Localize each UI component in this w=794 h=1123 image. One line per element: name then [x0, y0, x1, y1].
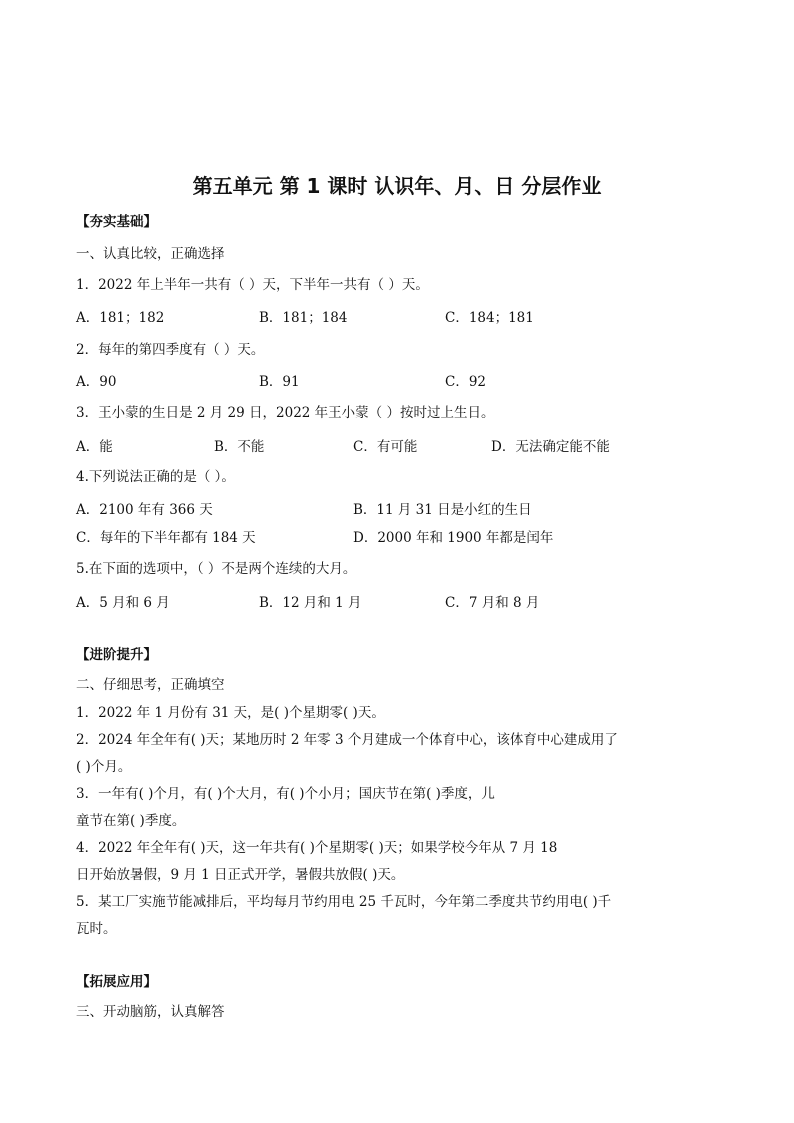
- fill-question-5-line2: 瓦时。: [76, 921, 117, 937]
- option-1a: A．181；182: [76, 310, 165, 326]
- option-4a: A．2100 年有 366 天: [76, 502, 213, 518]
- section-heading-fill: 二、仔细思考，正确填空: [76, 677, 225, 693]
- question-2: 2．每年的第四季度有（ ）天。: [76, 342, 265, 358]
- option-2c: C．92: [445, 374, 487, 390]
- fill-question-3-line2: 童节在第( )季度。: [76, 813, 186, 829]
- section-heading-choice: 一、认真比较，正确选择: [76, 246, 225, 262]
- fill-question-3-line1: 3．一年有( )个月，有( )个大月，有( )个小月；国庆节在第( )季度，儿: [76, 786, 495, 802]
- page-title: 第五单元 第 1 课时 认识年、月、日 分层作业: [192, 174, 602, 198]
- option-4b: B．11 月 31 日是小红的生日: [353, 502, 532, 518]
- option-5c: C．7 月和 8 月: [445, 595, 540, 611]
- fill-question-2-line2: ( )个月。: [76, 759, 132, 775]
- section-label-extended: 【拓展应用】: [76, 974, 157, 990]
- option-3c: C．有可能: [353, 439, 418, 455]
- option-2a: A．90: [76, 374, 117, 390]
- option-2b: B．91: [259, 374, 300, 390]
- option-3b: B．不能: [214, 439, 265, 455]
- fill-question-1: 1．2022 年 1 月份有 31 天，是( )个星期零( )天。: [76, 705, 385, 721]
- option-4c: C．每年的下半年都有 184 天: [76, 530, 256, 546]
- fill-question-4-line2: 日开始放暑假，9 月 1 日正式开学，暑假共放假( )天。: [76, 867, 405, 883]
- question-4: 4.下列说法正确的是（ ）。: [76, 469, 235, 485]
- option-3a: A．能: [76, 439, 113, 455]
- question-3: 3．王小蒙的生日是 2 月 29 日，2022 年王小蒙（ ）按时过上生日。: [76, 405, 495, 421]
- section-label-advanced: 【进阶提升】: [76, 647, 157, 663]
- option-3d: D．无法确定能不能: [491, 439, 610, 455]
- fill-question-2-line1: 2．2024 年全年有( )天；某地历时 2 年零 3 个月建成一个体育中心，该体育中心建成用了: [76, 732, 618, 748]
- fill-question-4-line1: 4．2022 年全年有( )天，这一年共有( )个星期零( )天；如果学校今年从 7 月 18: [76, 840, 558, 856]
- option-1b: B．181；184: [259, 310, 348, 326]
- section-heading-solve: 三、开动脑筋，认真解答: [76, 1004, 225, 1020]
- option-5a: A．5 月和 6 月: [76, 595, 170, 611]
- question-5: 5.在下面的选项中，（ ）不是两个连续的大月。: [76, 561, 357, 577]
- fill-question-5-line1: 5．某工厂实施节能减排后，平均每月节约用电 25 千瓦时，今年第二季度共节约用电( )千: [76, 894, 612, 910]
- option-1c: C．184；181: [445, 310, 534, 326]
- question-1: 1．2022 年上半年一共有（ ）天，下半年一共有（ ）天。: [76, 277, 429, 293]
- section-label-basic: 【夯实基础】: [76, 214, 157, 230]
- option-4d: D．2000 年和 1900 年都是闰年: [353, 530, 554, 546]
- option-5b: B．12 月和 1 月: [259, 595, 362, 611]
